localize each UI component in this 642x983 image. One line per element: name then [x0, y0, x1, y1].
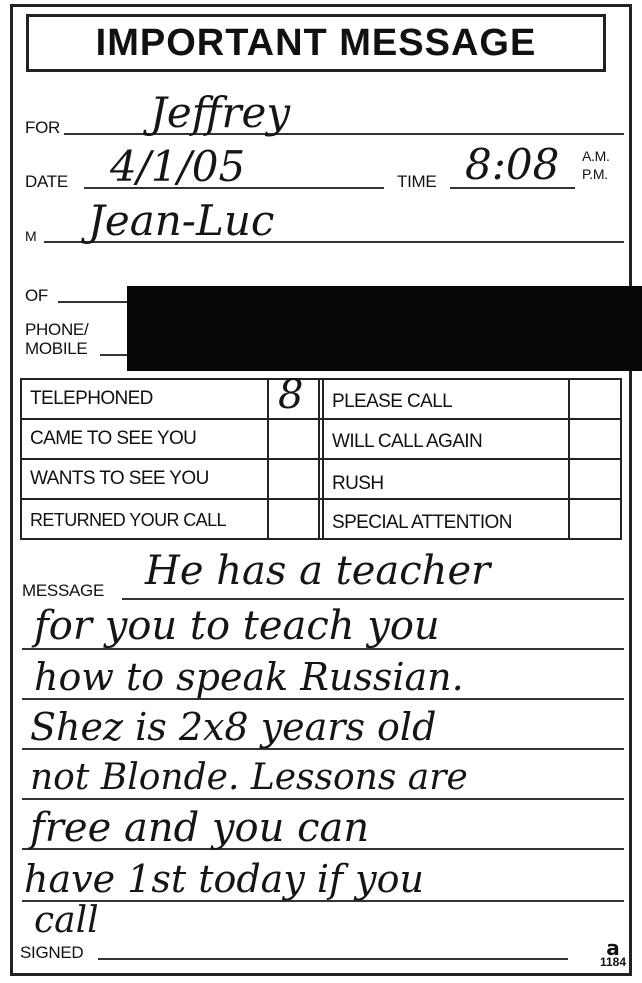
brand-logo-icon: a [606, 936, 620, 960]
option-telephoned: TELEPHONED [30, 388, 153, 409]
brand-mark [599, 936, 626, 969]
phone-line [100, 354, 128, 356]
signed-line [98, 958, 568, 960]
am-label: A.M. [582, 148, 610, 164]
for-value: Jeffrey [150, 88, 291, 137]
time-label: TIME [397, 172, 437, 191]
message-text-line: free and you can [30, 805, 370, 851]
option-wants-to-see-you: WANTS TO SEE YOU [30, 468, 209, 489]
date-value: 4/1/05 [110, 142, 246, 191]
message-text-line: Shez is 2x8 years old [30, 705, 437, 749]
checkbox-grid [20, 372, 622, 540]
redaction-block [127, 286, 642, 371]
message-text-line: He has a teacher [145, 548, 491, 594]
telephoned-mark: 8 [278, 372, 304, 418]
form-code: 1184 [599, 955, 626, 969]
for-line [64, 133, 624, 135]
of-line [58, 301, 128, 303]
message-text-line: not Blonde. Lessons are [30, 757, 468, 798]
option-rush: RUSH [332, 473, 384, 494]
option-will-call-again: WILL CALL AGAIN [332, 431, 483, 452]
option-please-call: PLEASE CALL [332, 391, 453, 412]
message-text-line: how to speak Russian. [34, 655, 464, 699]
message-label: MESSAGE [22, 581, 104, 600]
message-text-line: for you to teach you [34, 603, 440, 649]
signed-label: SIGNED [20, 943, 84, 962]
option-special-attention: SPECIAL ATTENTION [332, 512, 512, 533]
message-line-5 [22, 798, 624, 800]
phone-label: PHONE/ [25, 320, 89, 339]
option-came-to-see-you: CAME TO SEE YOU [30, 428, 197, 449]
message-text-line: call [34, 900, 99, 941]
for-label: FOR [25, 118, 60, 137]
message-text-line: have 1st today if you [24, 857, 424, 901]
mobile-label: MOBILE [25, 339, 88, 358]
option-returned-your-call: RETURNED YOUR CALL [30, 510, 226, 530]
pm-label: P.M. [582, 166, 608, 182]
from-value: Jean-Luc [88, 196, 275, 245]
message-line-1 [122, 598, 624, 600]
m-label: M [25, 228, 37, 244]
date-label: DATE [25, 172, 68, 191]
of-label: OF [25, 286, 49, 305]
time-value: 8:08 [465, 140, 560, 189]
form-title: IMPORTANT MESSAGE [26, 14, 606, 72]
